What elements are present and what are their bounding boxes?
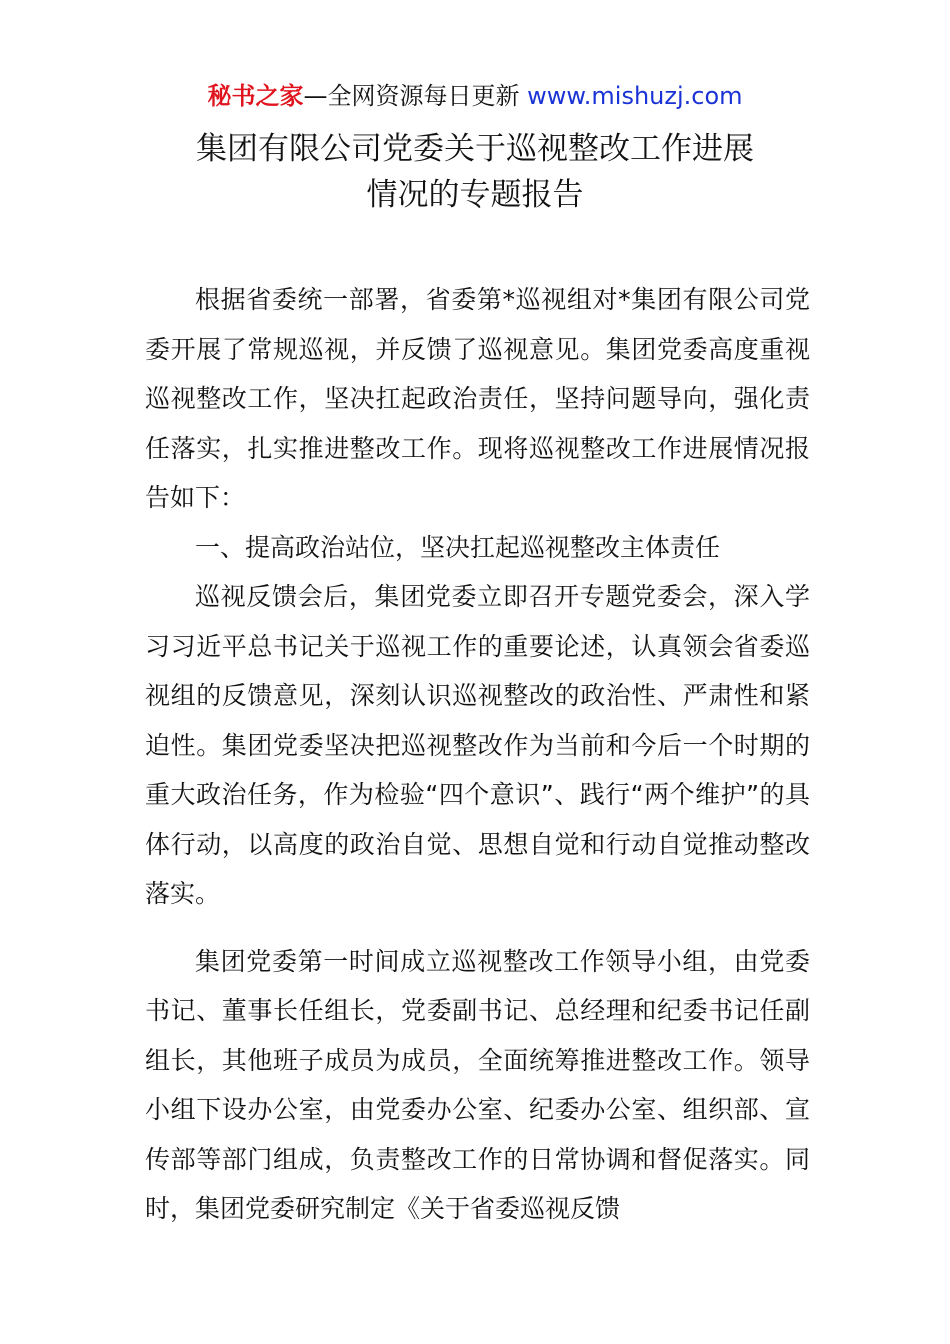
body-paragraph-2: 集团党委第一时间成立巡视整改工作领导小组，由党委书记、董事长任组长，党委副书记、总经理和纪委书记任副组长，其他班子成员为成员，全面统筹推进整改工作。领导小组下设办公室，由党委办公室、纪委办公室、组织部、宣传部等部门组成，负责整改工作的日常协调和督促落实。同时，集团党委研究制定《关于省委巡视反馈: [145, 946, 810, 1223]
section-heading-1: 一、提高政治站位，坚决扛起巡视整改主体责任: [195, 532, 721, 562]
site-url-link[interactable]: www.mishuzj.com: [527, 82, 743, 110]
site-header: [0, 80, 950, 112]
document-body: [145, 275, 810, 1234]
title-line-1: 集团有限公司党委关于巡视整改工作进展: [196, 131, 754, 167]
intro-paragraph: 根据省委统一部署，省委第*巡视组对*集团有限公司党委开展了常规巡视，并反馈了巡视意见。集团党委高度重视巡视整改工作，坚决扛起政治责任，坚持问题导向，强化责任落实，扎实推进整改工作。现将巡视整改工作进展情况报告如下：: [145, 285, 810, 512]
body-paragraph-1: 巡视反馈会后，集团党委立即召开专题党委会，深入学习习近平总书记关于巡视工作的重要论述，认真领会省委巡视组的反馈意见，深刻认识巡视整改的政治性、严肃性和紧迫性。集团党委坚决把巡视整改作为当前和今后一个时期的重大政治任务，作为检验“四个意识”、践行“两个维护”的具体行动，以高度的政治自觉、思想自觉和行动自觉推动整改落实。: [145, 582, 810, 908]
document-title: [0, 126, 950, 218]
header-tagline: —全网资源每日更新: [303, 82, 520, 110]
brand-name: 秘书之家: [207, 82, 304, 110]
title-line-2: 情况的专题报告: [366, 177, 584, 213]
